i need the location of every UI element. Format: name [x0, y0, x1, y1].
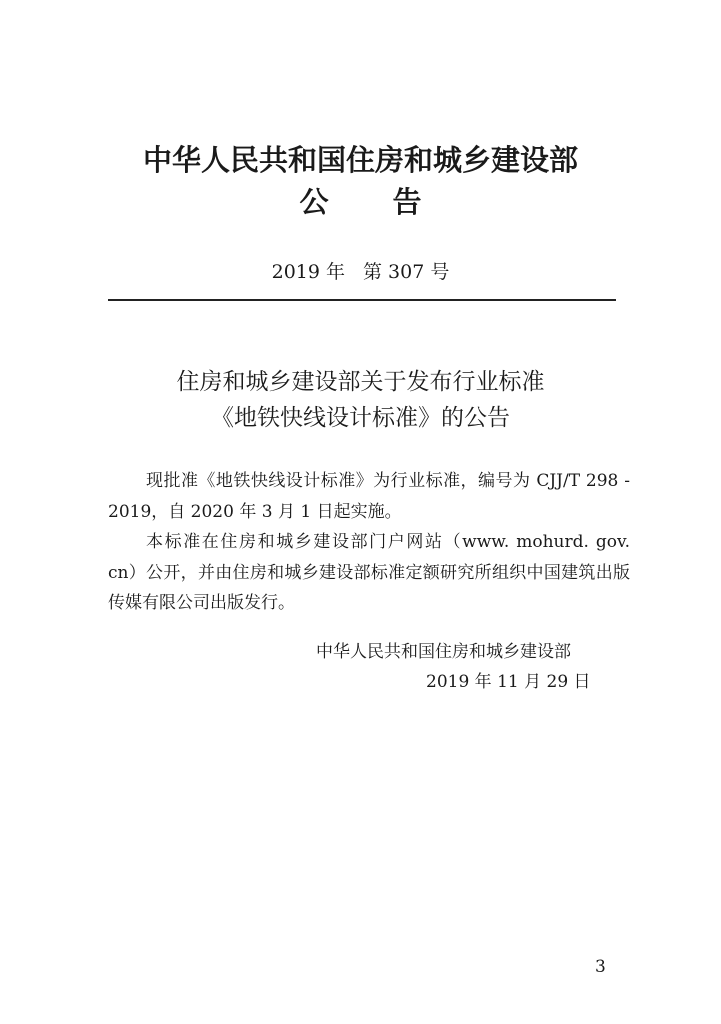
body-paragraph-1: 现批准《地铁快线设计标准》为行业标准，编号为 CJJ/T 298 - 2019，自 2020 年 3 月 1 日起实施。 — [108, 471, 630, 522]
notice-subject — [0, 364, 721, 436]
subject-line-2: 《地铁快线设计标准》的公告 — [211, 405, 510, 431]
notice-body — [108, 466, 630, 619]
notice-serial: 第 307 号 — [363, 261, 450, 283]
signature-block — [316, 637, 591, 697]
page-number: 3 — [595, 957, 606, 977]
notice-heading-char-2: 告 — [392, 185, 422, 219]
notice-heading — [0, 180, 721, 221]
notice-number — [0, 257, 721, 284]
notice-year: 2019 年 — [271, 261, 346, 283]
issuer-name: 中华人民共和国住房和城乡建设部 — [316, 642, 571, 662]
subject-line-1: 住房和城乡建设部关于发布行业标准 — [176, 369, 545, 395]
body-paragraph-2: 本标准在住房和城乡建设部门户网站（www. mohurd. gov. cn）公开，并由住房和城乡建设部标准定额研究所组织中国建筑出版传媒有限公司出版发行。 — [108, 532, 630, 613]
ministry-title: 中华人民共和国住房和城乡建设部 — [142, 143, 578, 177]
issue-date: 2019 年 11 月 29 日 — [426, 672, 591, 692]
notice-heading-char-1: 公 — [299, 185, 329, 219]
header-divider — [108, 299, 616, 301]
